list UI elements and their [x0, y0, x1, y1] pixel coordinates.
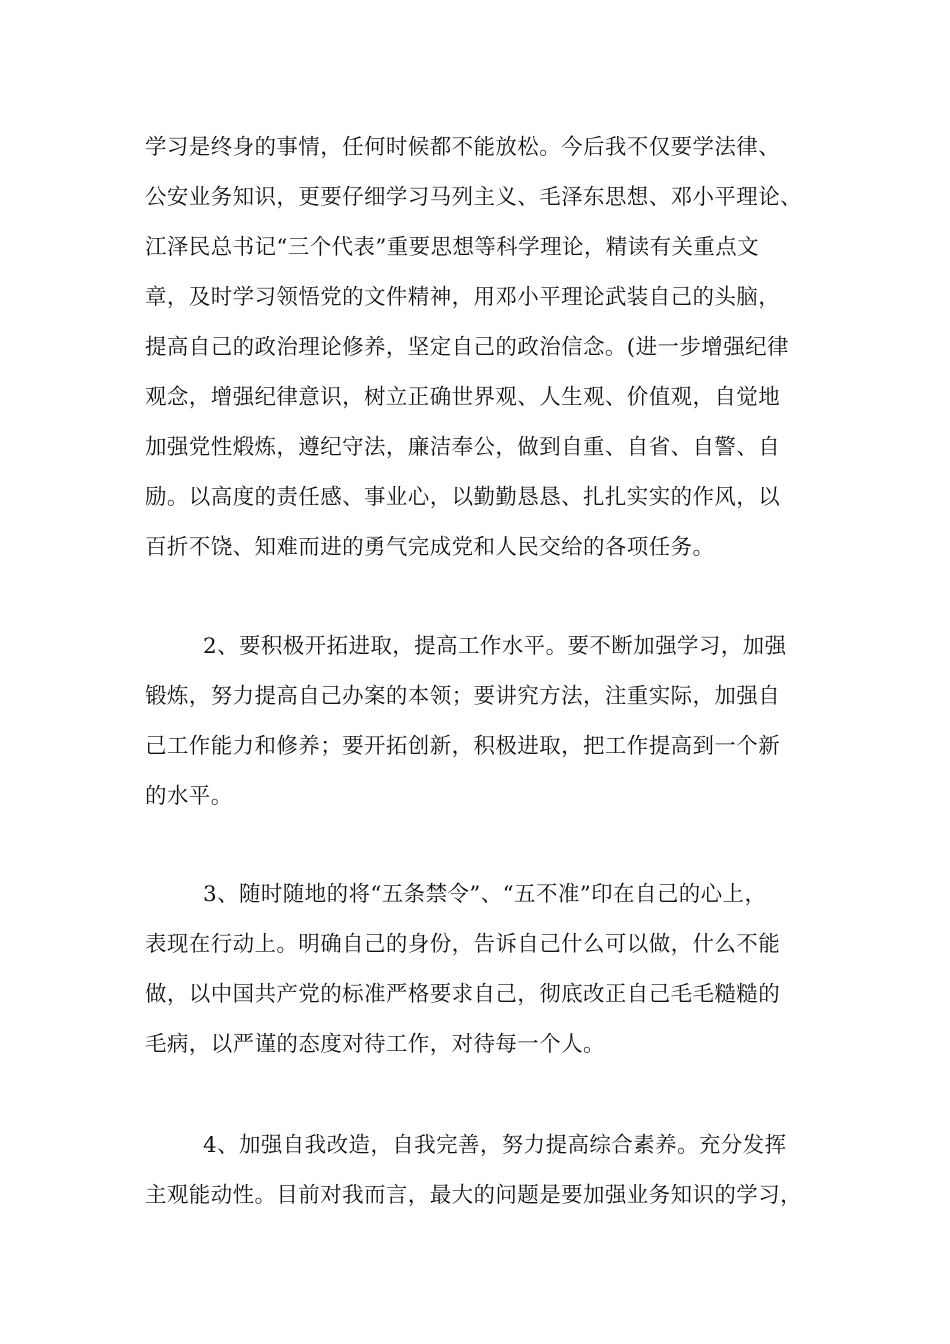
text-line: 江泽民总书记“三个代表”重要思想等科学理论，精读有关重点文 — [145, 235, 760, 260]
text-line: 励。以高度的责任感、事业心，以勤勤恳恳、扎扎实实的作风，以 — [145, 485, 781, 510]
paragraph-item-4 — [145, 1121, 845, 1221]
text-line: 的水平。 — [145, 784, 233, 809]
text-line: 锻炼，努力提高自己办案的本领；要讲究方法，注重实际，加强自 — [145, 684, 781, 709]
text-line: 学习是终身的事情，任何时候都不能放松。今后我不仅要学法律、 — [145, 135, 781, 160]
text-line: 己工作能力和修养；要开拓创新，积极进取，把工作提高到一个新 — [145, 734, 781, 759]
text-line: 表现在行动上。明确自己的身份，告诉自己什么可以做，什么不能 — [145, 932, 781, 957]
text-line: 加强党性煅炼，遵纪守法，廉洁奉公，做到自重、自省、自警、自 — [145, 435, 781, 460]
text-line: 毛病，以严谨的态度对待工作，对待每一个人。 — [145, 1032, 605, 1057]
paragraph-item-3 — [145, 870, 845, 1070]
text-line: 提高自己的政治理论修养，坚定自己的政治信念。(进一步增强纪律 — [145, 335, 789, 360]
text-line: 观念，增强纪律意识，树立正确世界观、人生观、价值观，自觉地 — [145, 385, 781, 410]
text-line: 2、要积极开拓进取，提高工作水平。要不断加强学习，加强 — [203, 634, 787, 659]
paragraph-study — [145, 123, 845, 573]
text-line: 章，及时学习领悟党的文件精神，用邓小平理论武装自己的头脑， — [145, 285, 781, 310]
text-line: 百折不饶、知难而进的勇气完成党和人民交给的各项任务。 — [145, 535, 715, 560]
text-line: 4、加强自我改造，自我完善，努力提高综合素养。充分发挥 — [203, 1133, 787, 1158]
text-line: 3、随时随地的将“五条禁令”、“五不准”印在自己的心上， — [203, 882, 767, 907]
paragraph-item-2 — [145, 622, 845, 822]
text-line: 公安业务知识，更要仔细学习马列主义、毛泽东思想、邓小平理论、 — [145, 185, 803, 210]
text-line: 做，以中国共产党的标准严格要求自己，彻底改正自己毛毛糙糙的 — [145, 982, 781, 1007]
text-line: 主观能动性。目前对我而言，最大的问题是要加强业务知识的学习， — [145, 1183, 803, 1208]
